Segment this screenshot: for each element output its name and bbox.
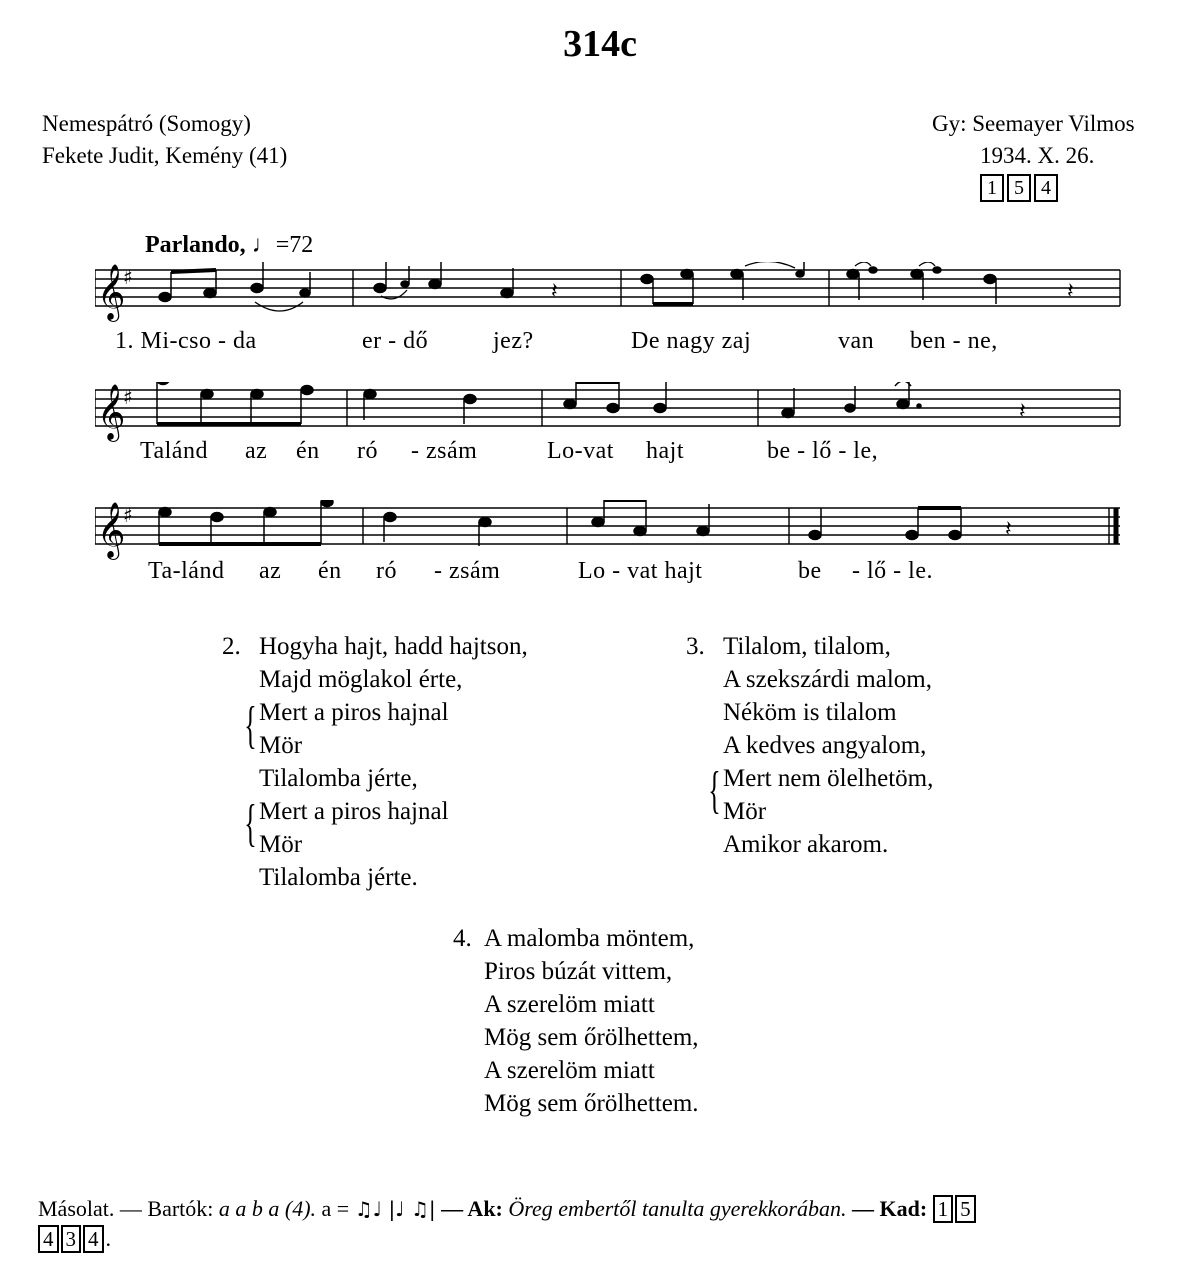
verse-line: Mert a piros hajnal	[259, 798, 449, 825]
collector-boxes	[932, 174, 1135, 202]
location-info	[42, 108, 287, 172]
tempo-value: =72	[275, 232, 314, 258]
music-staff-3	[95, 500, 1125, 560]
kad-box: 1	[933, 1195, 954, 1223]
ak-label: — Ak:	[441, 1196, 503, 1221]
rhythm-notation-icon: ♫♩ |♩ ♫|	[354, 1197, 436, 1221]
kad-box: 5	[955, 1195, 976, 1223]
verse-3	[686, 630, 933, 861]
classification-box: 1	[980, 174, 1004, 202]
verse-line: A kedves angyalom,	[723, 732, 927, 759]
verse-line: Mör	[259, 831, 303, 858]
lyric-syllable: van	[838, 328, 875, 354]
verse-line: Tilalomba jérte.	[259, 864, 418, 891]
verse-line: Mör	[723, 798, 767, 825]
bartok-label: Bartók:	[147, 1196, 214, 1221]
verse-line: Amikor akarom.	[723, 831, 889, 858]
rhythm-equation: a =	[321, 1196, 350, 1221]
music-staff-1	[95, 262, 1125, 322]
verse-number: 2.	[222, 633, 241, 660]
lyric-syllable: ró	[357, 438, 378, 464]
verse-line: Tilalomba jérte,	[259, 765, 418, 792]
footer-notes	[38, 1193, 1163, 1255]
classification-box: 4	[1034, 174, 1058, 202]
verse-line: Mög sem őrölhettem,	[484, 1024, 699, 1051]
lyric-syllable: be - lő - le,	[767, 438, 879, 464]
svg-text:𝄽: 𝄽	[1067, 279, 1074, 304]
lyric-syllable: er - dő	[362, 328, 429, 354]
lyric-syllable: Talánd	[140, 438, 208, 464]
lyric-syllable: én	[318, 558, 342, 584]
verse-line: A szekszárdi malom,	[723, 666, 932, 693]
verse-line: A szerelöm miatt	[484, 991, 655, 1018]
brace-icon: {	[244, 795, 257, 852]
music-staff-2	[95, 382, 1125, 442]
verse-line: Piros búzát vittem,	[484, 958, 673, 985]
verse-4	[453, 922, 699, 1120]
tempo-label: Parlando,	[145, 232, 246, 258]
lyrics-line-2	[0, 438, 1200, 470]
staff-3-notes	[159, 500, 1012, 546]
location-place: Nemespátró (Somogy)	[42, 111, 251, 136]
verse-line: Tilalom, tilalom,	[723, 633, 891, 660]
quarter-note-icon: ♩	[251, 232, 276, 258]
lyric-syllable: Lo - vat hajt	[578, 558, 703, 584]
lyric-syllable: jez?	[493, 328, 534, 354]
brace-icon: {	[244, 697, 257, 754]
page-title: 314c	[563, 23, 637, 65]
treble-clef-icon: 𝄞	[97, 384, 126, 440]
footer-end: .	[105, 1226, 111, 1251]
location-singer: Fekete Judit, Kemény (41)	[42, 143, 288, 168]
ak-text: Öreg embertől tanulta gyerekkorában.	[508, 1196, 847, 1221]
lyrics-line-1	[0, 328, 1200, 360]
classification-box: 5	[1007, 174, 1031, 202]
kad-label: — Kad:	[851, 1196, 928, 1221]
verse-line: Majd möglakol érte,	[259, 666, 463, 693]
verse-line: A szerelöm miatt	[484, 1057, 655, 1084]
lyric-syllable: Ta-lánd	[148, 558, 225, 584]
sharp-icon: ♯	[123, 265, 133, 289]
masolat-label: Másolat. —	[38, 1196, 142, 1221]
lyric-syllable: - lő - le.	[852, 558, 933, 584]
verse-line: Mög sem őrölhettem.	[484, 1090, 699, 1117]
lyrics-line-3	[0, 558, 1200, 590]
lyric-syllable: - zsám	[411, 438, 478, 464]
lyric-syllable: ró	[376, 558, 397, 584]
verse-line: Mör	[259, 732, 303, 759]
verse-number: 3.	[686, 633, 705, 660]
svg-text:𝄽: 𝄽	[551, 279, 558, 304]
lyric-syllable: - zsám	[434, 558, 501, 584]
collection-date: 1934. X. 26.	[980, 143, 1095, 168]
staff-2-notes	[157, 382, 1026, 424]
lyric-syllable: ben - ne,	[910, 328, 998, 354]
verse-line: Hogyha hajt, hadd hajtson,	[259, 633, 528, 660]
bartok-form: a a b a (4).	[218, 1196, 317, 1221]
lyric-syllable: Lo-vat	[547, 438, 614, 464]
lyric-syllable: De nagy zaj	[631, 328, 752, 354]
verse-line: Mert nem ölelhetöm,	[723, 765, 934, 792]
lyric-syllable: én	[296, 438, 320, 464]
verse-line: A malomba möntem,	[484, 925, 695, 952]
lyric-syllable: az	[245, 438, 268, 464]
kad-box: 4	[38, 1225, 59, 1253]
staff-1-notes	[159, 262, 1074, 304]
treble-clef-icon: 𝄞	[97, 264, 126, 320]
sharp-icon: ♯	[123, 503, 133, 527]
brace-icon: {	[708, 762, 721, 819]
svg-text:𝄽: 𝄽	[1019, 399, 1026, 424]
lyric-syllable: be	[798, 558, 822, 584]
kad-box: 4	[83, 1225, 104, 1253]
verse-2	[222, 630, 528, 894]
treble-clef-icon: 𝄞	[97, 502, 126, 558]
kad-box: 3	[61, 1225, 82, 1253]
svg-text:𝄽: 𝄽	[1005, 517, 1012, 542]
lyric-syllable: az	[259, 558, 282, 584]
collector-name: Gy: Seemayer Vilmos	[932, 111, 1135, 136]
verse-line: Néköm is tilalom	[723, 699, 897, 726]
lyric-syllable: 1. Mi-cso - da	[115, 328, 257, 354]
lyric-syllable: hajt	[646, 438, 684, 464]
tempo-marking	[145, 232, 313, 259]
verse-line: Mert a piros hajnal	[259, 699, 449, 726]
collector-info	[932, 108, 1135, 202]
verse-number: 4.	[453, 925, 472, 952]
sharp-icon: ♯	[123, 385, 133, 409]
